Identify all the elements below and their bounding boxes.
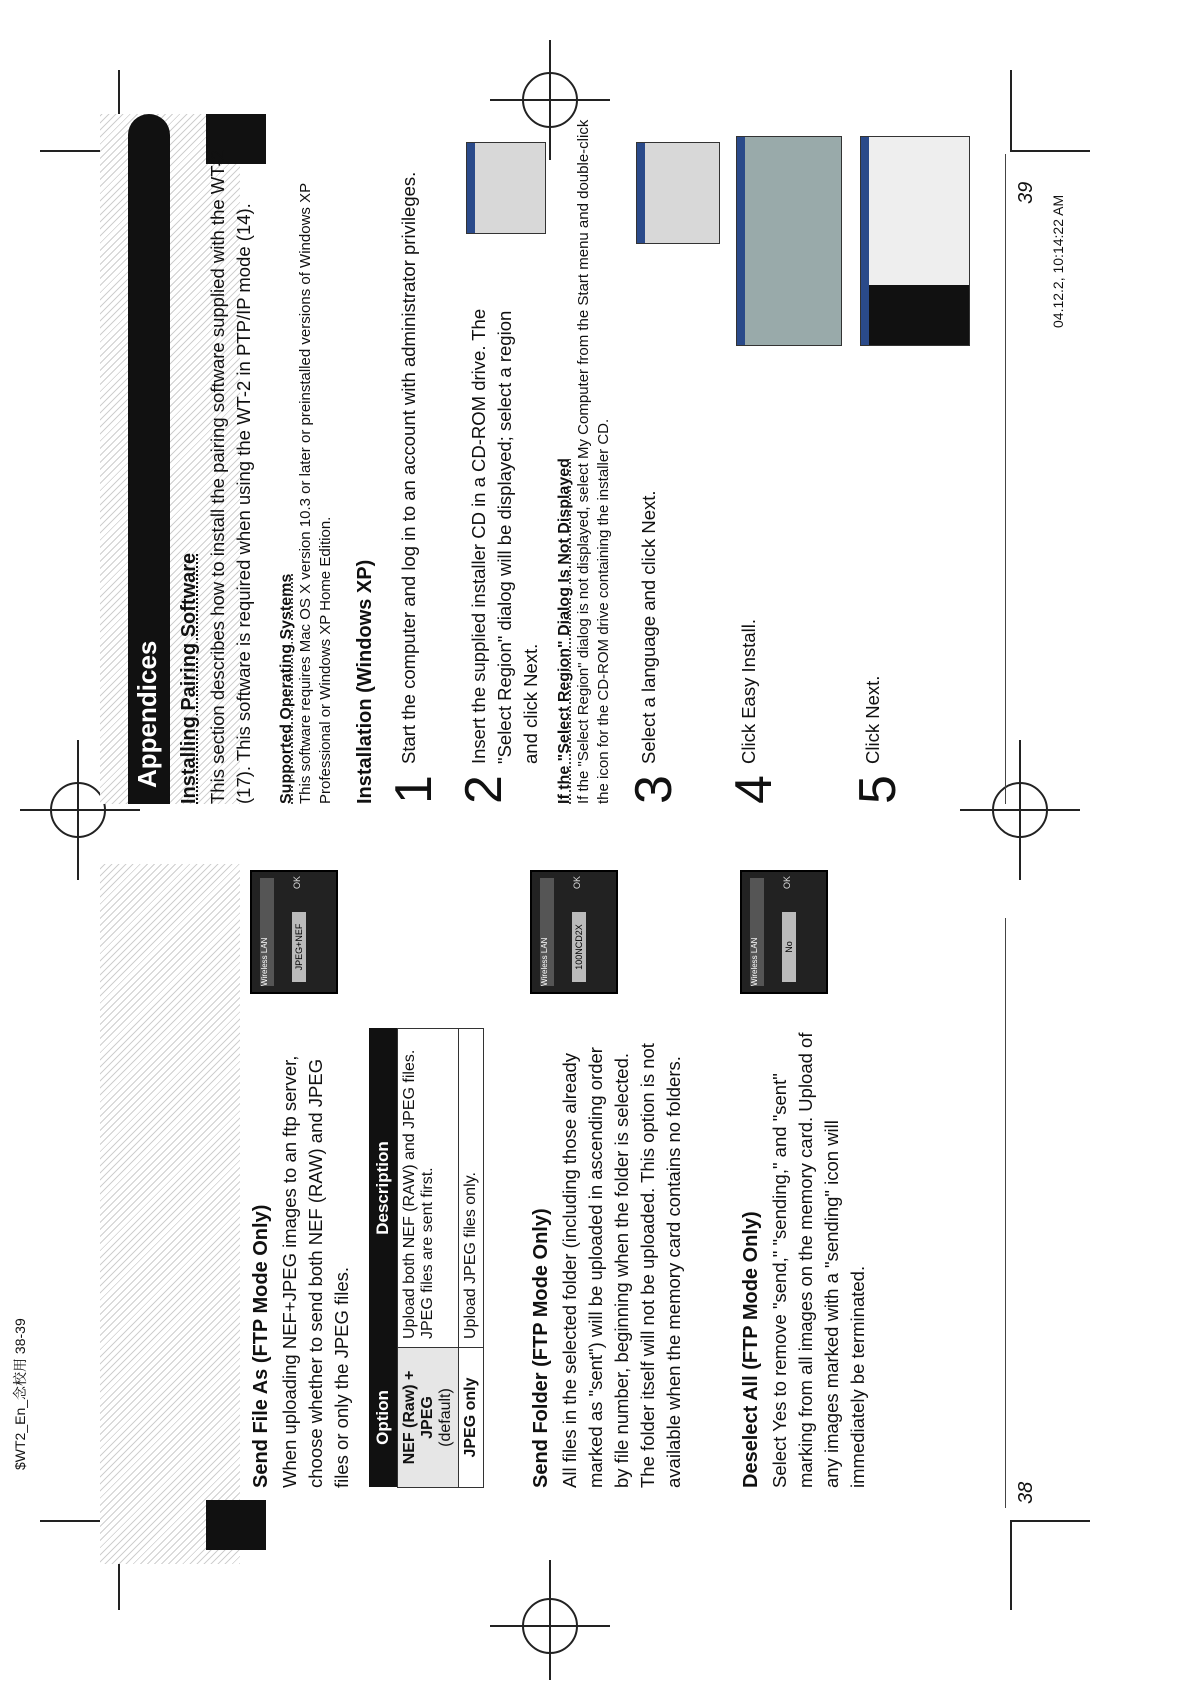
send-folder-body: All files in the selected folder (including those already marked as "sent") will be uploaded in ascending order by file number, beginning when the folder is selected. The folder itself will not be uploaded. This option is not available when the memory card contains no folders. [559, 1043, 684, 1488]
camera-ok: OK [572, 876, 582, 890]
camera-ok: OK [782, 876, 792, 890]
timestamp: 04.12.2, 10:14:22 AM [1050, 194, 1066, 328]
step-number: 3 [625, 775, 683, 804]
step-text: Select a language and click Next. [638, 490, 659, 764]
step-text: Click Easy Install. [738, 619, 759, 764]
step-number: 4 [725, 775, 783, 804]
option-cell: JPEG only [459, 1348, 484, 1488]
page-tab [206, 1500, 266, 1550]
note-body: This software requires Mac OS X version 10.3 or later or preinstalled versions of Windows XP Professional or Windows XP Home Edition. [297, 183, 334, 804]
step-2 [455, 284, 544, 804]
step-number: 5 [849, 775, 907, 804]
registration-line [490, 1625, 610, 1627]
step-text: Click Next. [862, 675, 883, 764]
page-number: 38 [1015, 1481, 1037, 1504]
camera-screen-send-file [250, 870, 338, 994]
header-hatch [100, 864, 240, 1564]
step-number: 2 [455, 775, 513, 804]
send-folder-title: Send Folder (FTP Mode Only) [530, 1208, 552, 1488]
language-dialog-screenshot [636, 142, 720, 244]
registration-line [490, 99, 610, 101]
table-row [398, 1029, 459, 1488]
installation-title: Installation (Windows XP) [354, 559, 376, 804]
installing-section [178, 124, 257, 804]
note-title: Supported Operating Systems [278, 573, 295, 804]
send-file-as-title: Send File As (FTP Mode Only) [250, 1204, 272, 1488]
table-header-option: Option [369, 1348, 398, 1488]
note-body: If the "Select Region" dialog is not displayed, select My Computer from the Start menu and double-click the icon for the CD-ROM drive containing the installer CD. [575, 119, 612, 804]
description-cell: Upload JPEG files only. [459, 1029, 484, 1348]
send-file-as-body: When uploading NEF+JPEG images to an ftp server, choose whether to send both NEF (RAW) and JPEG files or only the JPEG files. [279, 1055, 352, 1488]
camera-screen-deselect [740, 870, 828, 994]
page-spread [100, 114, 1070, 1564]
step-3 [625, 244, 683, 804]
camera-value: 100NCD2X [572, 912, 586, 982]
easy-install-screenshot [736, 136, 842, 346]
camera-screen-send-folder [530, 870, 618, 994]
step-text: Start the computer and log in to an account with administrator privileges. [398, 171, 419, 764]
select-region-dialog-screenshot [466, 142, 546, 234]
footer-rule [1005, 154, 1006, 804]
note-title: If the "Select Region" Dialog Is Not Displayed [556, 458, 573, 804]
step-text: Insert the supplied installer CD in a CD-ROM drive. The "Select Region" dialog will be displayed; select a region and click Next. [468, 308, 541, 764]
camera-header: Wireless LAN [540, 878, 554, 986]
deselect-all-title: Deselect All (FTP Mode Only) [740, 1211, 762, 1488]
supported-os-note [278, 124, 336, 804]
camera-header: Wireless LAN [750, 878, 764, 986]
camera-value: No [782, 912, 796, 982]
option-sub: (default) [437, 1388, 454, 1447]
description-cell: Upload both NEF (RAW) and JPEG files. JPEG files are sent first. [398, 1029, 459, 1348]
region-note [556, 114, 614, 804]
installing-title: Installing Pairing Software [178, 552, 200, 804]
page-number: 39 [1015, 181, 1037, 204]
camera-value: JPEG+NEF [292, 912, 306, 982]
appendices-banner: Appendices [128, 114, 170, 804]
page-39 [100, 114, 1070, 804]
step-1 [385, 124, 443, 804]
send-folder-section [530, 1028, 687, 1488]
deselect-all-body: Select Yes to remove "send," "sending," and "sent" marking from all images on the memory card. Upload of any images marked with a "sending" icon will immediately be terminated. [769, 1032, 868, 1488]
wizard-next-screenshot [860, 136, 970, 346]
send-file-as-section [250, 1028, 484, 1488]
installing-body: This section describes how to install the pairing software supplied with the WT-2 (17). This software is required when using the WT-2 in PTP/IP mode (14). [207, 150, 254, 804]
options-table [369, 1028, 484, 1488]
deselect-all-section [740, 1028, 871, 1488]
camera-ok: OK [292, 876, 302, 890]
file-label: $WT2_En_念校用 38-39 [12, 1318, 28, 1470]
camera-header: Wireless LAN [260, 878, 274, 986]
step-number: 1 [385, 775, 443, 804]
page-38 [100, 864, 1070, 1564]
table-row [459, 1029, 484, 1488]
registration-line [549, 1560, 551, 1680]
footer-rule [1005, 918, 1006, 1508]
table-header-description: Description [369, 1029, 398, 1348]
option-cell [398, 1348, 459, 1488]
option-label: NEF (Raw) + JPEG [401, 1370, 436, 1465]
